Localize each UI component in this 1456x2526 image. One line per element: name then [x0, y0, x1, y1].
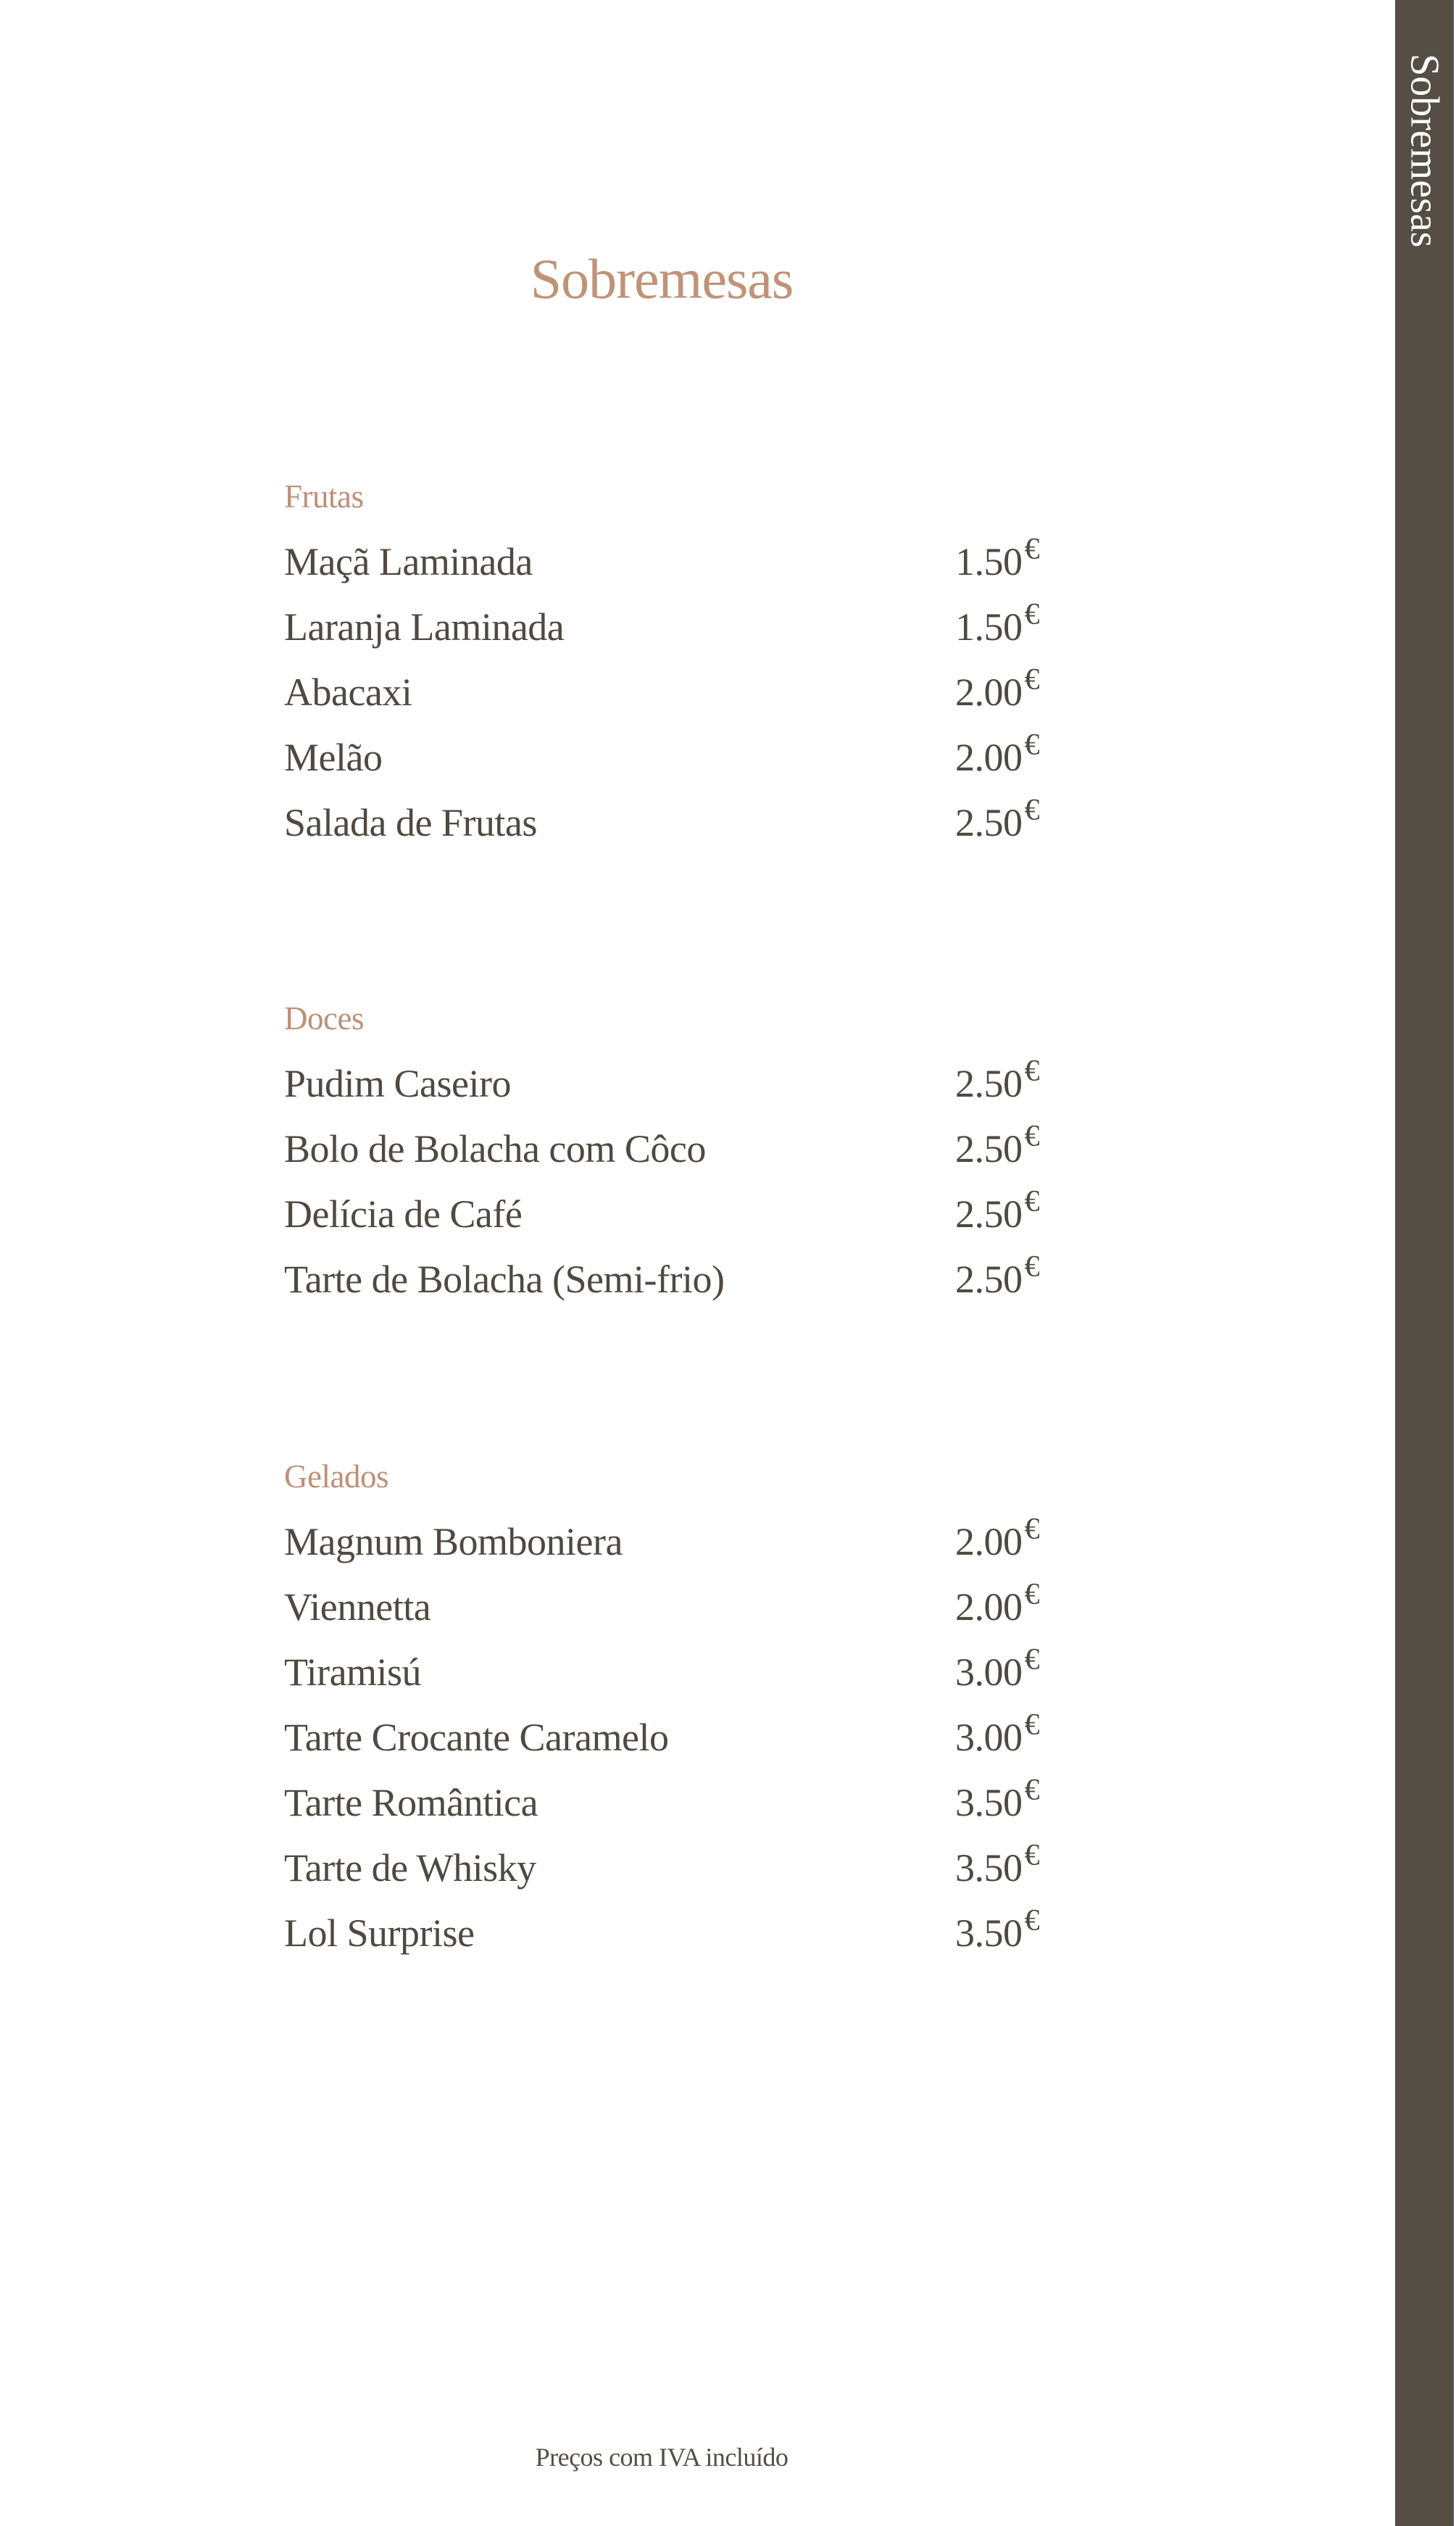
menu-item-price: 2.00€ [954, 728, 1039, 779]
menu-item-name: Tiramisú [284, 1650, 422, 1694]
sidebar-tab [1395, 0, 1454, 2526]
menu-item-name: Tarte Crocante Caramelo [284, 1716, 669, 1759]
menu-item-price: 2.00€ [954, 1577, 1039, 1629]
price-value: 3.50 [954, 1911, 1023, 1955]
menu-item-price: 2.00€ [954, 662, 1039, 714]
menu-item-price: 2.50€ [954, 793, 1039, 844]
price-value: 2.50 [954, 1192, 1023, 1236]
menu-item-row [284, 790, 1039, 855]
menu-item-price: 2.50€ [954, 1119, 1039, 1171]
menu-item-row [284, 1181, 1039, 1247]
menu-item-name: Pudim Caseiro [284, 1062, 511, 1105]
menu-item-name: Melão [284, 736, 383, 779]
menu-item-name: Tarte de Bolacha (Semi-frio) [284, 1258, 725, 1301]
menu-item-row [284, 1051, 1039, 1116]
price-value: 3.00 [954, 1716, 1023, 1759]
menu-item-price: 1.50€ [954, 597, 1039, 649]
section-doces [284, 986, 1039, 1312]
menu-item-price: 3.00€ [954, 1708, 1039, 1759]
sidebar-tab-label: Sobremesas [1402, 54, 1447, 248]
menu-item-price: 1.50€ [954, 532, 1039, 583]
menu-item-row [284, 1116, 1039, 1181]
menu-item-row [284, 1574, 1039, 1640]
price-value: 1.50 [954, 605, 1023, 649]
price-value: 2.50 [954, 801, 1023, 844]
price-value: 2.00 [954, 736, 1023, 779]
menu-item-price: 2.50€ [954, 1054, 1039, 1105]
menu-item-row [284, 1900, 1039, 1966]
menu-item-name: Tarte de Whisky [284, 1846, 536, 1890]
section-header-doces: Doces [284, 1000, 364, 1036]
price-value: 2.00 [954, 1585, 1023, 1629]
section-header-gelados: Gelados [284, 1458, 388, 1495]
price-value: 2.50 [954, 1127, 1023, 1171]
menu-item-row [284, 529, 1039, 594]
menu-item-row [284, 594, 1039, 660]
menu-item-row [284, 1509, 1039, 1574]
price-value: 3.00 [954, 1650, 1023, 1694]
menu-item-name: Maçã Laminada [284, 540, 533, 583]
menu-item-row [284, 660, 1039, 725]
menu-item-price: 3.50€ [954, 1838, 1039, 1890]
menu-item-row [284, 1640, 1039, 1705]
menu-item-name: Abacaxi [284, 670, 412, 714]
menu-item-row [284, 725, 1039, 790]
menu-item-price: 3.00€ [954, 1642, 1039, 1694]
section-header-frutas: Frutas [284, 478, 364, 515]
menu-item-name: Bolo de Bolacha com Côco [284, 1127, 706, 1171]
menu-item-price: 3.50€ [954, 1903, 1039, 1955]
menu-item-name: Tarte Romântica [284, 1781, 538, 1824]
menu-item-price: 3.50€ [954, 1773, 1039, 1824]
menu-item-name: Laranja Laminada [284, 605, 565, 649]
menu-item-row [284, 1247, 1039, 1312]
section-frutas [284, 464, 1039, 855]
price-value: 1.50 [954, 540, 1023, 583]
price-value: 3.50 [954, 1846, 1023, 1890]
menu-item-price: 2.50€ [954, 1184, 1039, 1236]
menu-item-name: Salada de Frutas [284, 801, 537, 844]
price-value: 3.50 [954, 1781, 1023, 1824]
price-value: 2.50 [954, 1062, 1023, 1105]
menu-item-price: 2.00€ [954, 1512, 1039, 1563]
price-value: 2.50 [954, 1258, 1023, 1301]
menu-item-price: 2.50€ [954, 1250, 1039, 1301]
price-value: 2.00 [954, 670, 1023, 714]
price-value: 2.00 [954, 1520, 1023, 1563]
menu-item-row [284, 1835, 1039, 1900]
footer-note: Preços com IVA incluído [535, 2443, 789, 2472]
menu-item-name: Delícia de Café [284, 1192, 523, 1236]
menu-item-row [284, 1770, 1039, 1835]
menu-item-name: Magnum Bomboniera [284, 1520, 623, 1563]
page-title: Sobremesas [530, 247, 794, 310]
section-gelados [284, 1444, 1039, 1966]
menu-item-name: Lol Surprise [284, 1911, 475, 1955]
menu-item-row [284, 1705, 1039, 1770]
menu-item-name: Viennetta [284, 1585, 431, 1629]
